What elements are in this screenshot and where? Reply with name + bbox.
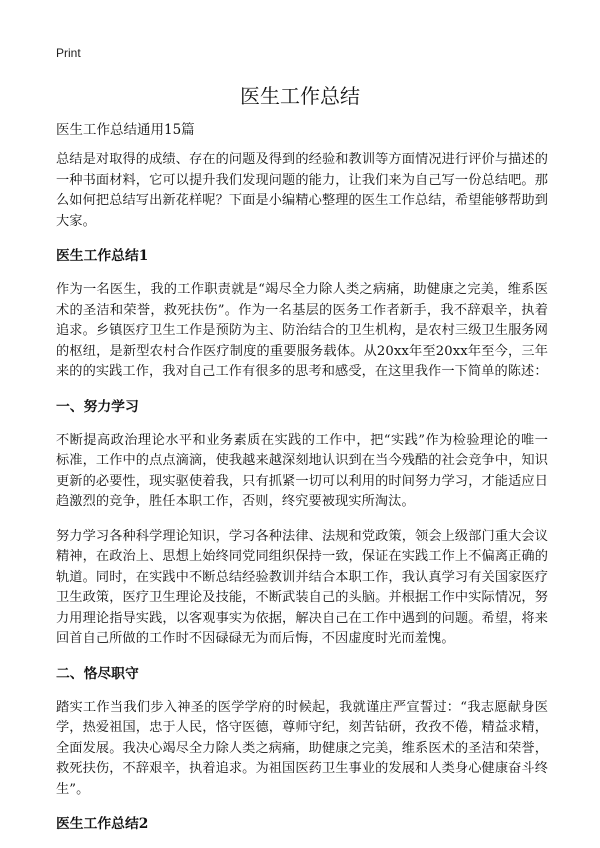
subheading-study: 一、努力学习 (56, 398, 139, 415)
document-subtitle: 医生工作总结通用15篇 (56, 122, 195, 138)
document-body (56, 120, 548, 848)
section-heading-1: 医生工作总结1 (56, 248, 149, 264)
section-heading-2: 医生工作总结2 (56, 816, 149, 832)
duty-paragraph-1: 踏实工作当我们步入神圣的医学学府的时候起，我就谨庄严宣誓过：“我志愿献身医学，热爱祖国，忠于人民，恪守医德，尊师守纪，刻苦钻研，孜孜不倦，精益求精，全面发展。我决心竭尽全力除人类之病痛，助健康之完美，维系医术的圣洁和荣誉，救死扶伤，不辞艰辛，执着追求。为祖国医药卫生事业的发展和人类身心健康奋斗终生”。 (56, 699, 548, 797)
intro-paragraph: 总结是对取得的成绩、存在的问题及得到的经验和教训等方面情况进行评价与描述的一种书面材料，它可以提升我们发现问题的能力，让我们来为自己写一份总结吧。那么如何把总结写出新花样呢？下面是小编精心整理的医生工作总结，希望能够帮助到大家。 (56, 152, 548, 229)
section1-paragraph: 作为一名医生，我的工作职责就是“竭尽全力除人类之病痛，助健康之完美，维系医术的圣洁和荣誉，救死扶伤”。作为一名基层的医务工作者新手，我不辞艰辛，执着追求。乡镇医疗卫生工作是预防为主、防治结合的卫生机构，是农村三级卫生服务网的枢纽，是新型农村合作医疗制度的重要服务载体。从20xx年至20xx年至今，三年来的的实践工作，我对自己工作有很多的思考和感受，在这里我作一下简单的陈述： (56, 282, 548, 379)
subheading-duty: 二、恪尽职守 (56, 665, 139, 682)
document-title: 医生工作总结 (240, 84, 360, 108)
study-paragraph-1: 不断提高政治理论水平和业务素质在实践的工作中，把“实践”作为检验理论的唯一标准，工作中的点点滴滴，使我越来越深刻地认识到在当今残酷的社会竞争中，知识更新的必要性，现实驱使着我，只有抓紧一切可以利用的时间努力学习，才能适应日趋激烈的竞争，胜任本职工作，否则，终究要被现实所淘汰。 (56, 432, 548, 509)
print-link[interactable]: Print (56, 46, 81, 60)
study-paragraph-2: 努力学习各种科学理论知识，学习各种法律、法规和党政策，领会上级部门重大会议精神，在政治上、思想上始终同党同组织保持一致，保证在实践工作上不偏离正确的轨道。同时，在实践中不断总结经验教训并结合本职工作，我认真学习有关国家医疗卫生政策，医疗卫生理论及技能，不断武装自己的头脑。并根据工作中实际情况，努力用理论指导实践，以客观事实为依据，解决自己在工作中遇到的问题。希望，将来回首自己所做的工作时不因碌碌无为而后悔，不因虚度时光而羞愧。 (56, 528, 548, 646)
